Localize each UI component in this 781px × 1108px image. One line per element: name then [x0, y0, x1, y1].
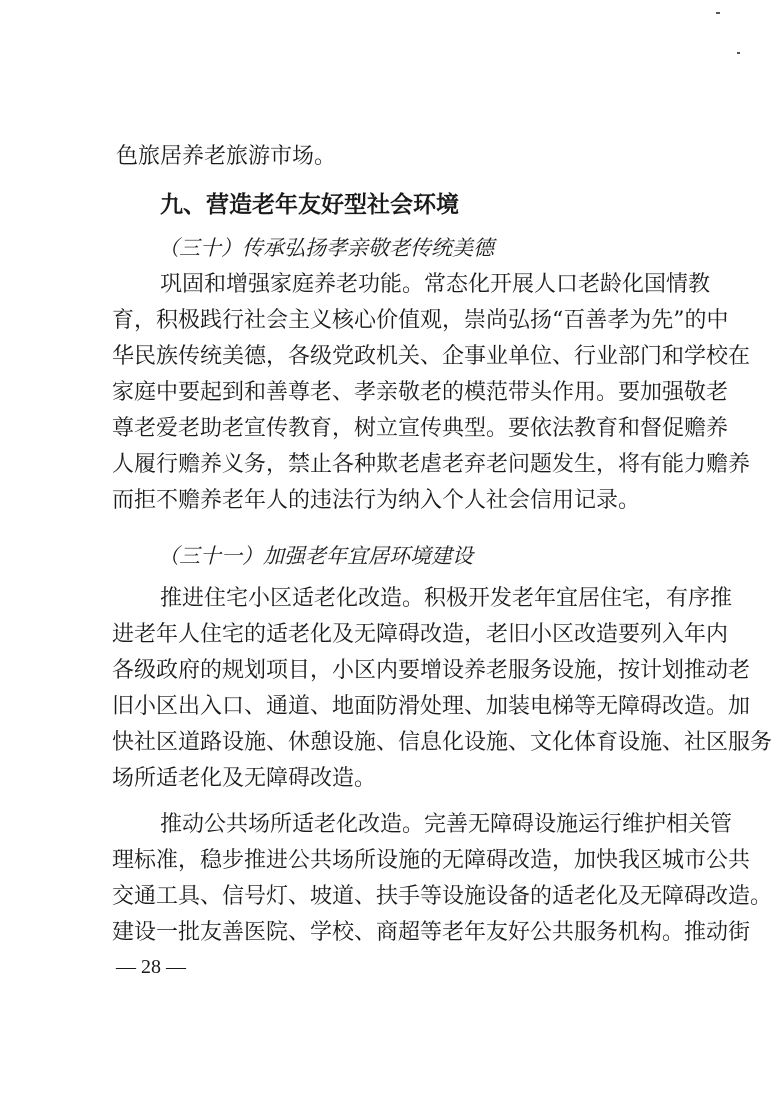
- paragraph-line: 家庭中要起到和善尊老、孝亲敬老的模范带头作用。要加强敬老: [112, 380, 729, 405]
- paragraph-line: 巩固和增强家庭养老功能。常态化开展人口老龄化国情教: [160, 272, 711, 297]
- scan-mark: [716, 12, 720, 14]
- paragraph-line: 推动公共场所适老化改造。完善无障碍设施运行维护相关管: [160, 812, 733, 837]
- paragraph-line: 旧小区出入口、通道、地面防滑处理、加装电梯等无障碍改造。加: [112, 694, 751, 719]
- paragraph-line: 建设一批友善医院、学校、商超等老年友好公共服务机构。推动街: [112, 920, 751, 945]
- paragraph-line: 人履行赡养义务，禁止各种欺老虐老弃老问题发生，将有能力赡养: [112, 452, 751, 477]
- paragraph-line: 场所适老化及无障碍改造。: [112, 766, 377, 791]
- paragraph-line: 进老年人住宅的适老化及无障碍改造，老旧小区改造要列入年内: [112, 622, 729, 647]
- paragraph-line: 尊老爱老助老宣传教育，树立宣传典型。要依法教育和督促赡养: [112, 416, 729, 441]
- subsection-heading: （三十一）加强老年宜居环境建设: [158, 544, 473, 568]
- scan-mark: [737, 52, 740, 54]
- paragraph-line: 交通工具、信号灯、坡道、扶手等设施设备的适老化及无障碍改造。: [112, 884, 773, 909]
- paragraph-line: 推进住宅小区适老化改造。积极开发老年宜居住宅，有序推: [160, 586, 733, 611]
- paragraph-line: 育，积极践行社会主义核心价值观，崇尚弘扬“百善孝为先”的中: [112, 308, 729, 333]
- page-number: — 28 —: [116, 956, 186, 978]
- paragraph-line: 华民族传统美德，各级党政机关、企事业单位、行业部门和学校在: [112, 344, 751, 369]
- paragraph-line: 而拒不赡养老年人的违法行为纳入个人社会信用记录。: [112, 488, 641, 513]
- continuation-line: 色旅居养老旅游市场。: [116, 144, 337, 169]
- paragraph-line: 快社区道路设施、休憩设施、信息化设施、文化体育设施、社区服务: [112, 730, 773, 755]
- section-heading: 九、营造老年友好型社会环境: [160, 192, 459, 218]
- paragraph-line: 各级政府的规划项目，小区内要增设养老服务设施，按计划推动老: [112, 658, 751, 683]
- subsection-heading: （三十）传承弘扬孝亲敬老传统美德: [158, 236, 494, 260]
- paragraph-line: 理标准，稳步推进公共场所设施的无障碍改造，加快我区城市公共: [112, 848, 751, 873]
